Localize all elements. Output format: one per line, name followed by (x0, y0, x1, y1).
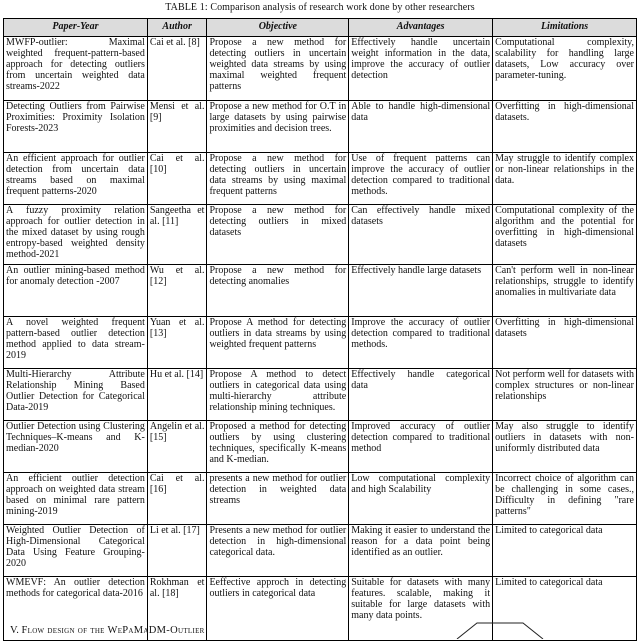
cell-limitations: Computational complexity, scalability for handling large datasets, Low accuracy over parameter-tuning. (493, 37, 637, 101)
cell-author: Angelin et al. [15] (147, 421, 207, 473)
cell-author: Rokhman et al. [18] (147, 577, 207, 641)
table-row (4, 525, 637, 577)
table-caption: TABLE 1: Comparison analysis of research work done by other researchers (165, 2, 475, 13)
cell-limitations: Computational complexity of the algorithm and the potential for overfitting in high-dimensional datasets (493, 205, 637, 265)
table-row (4, 369, 637, 421)
cell-objective: Propose a new method for O.T in large datasets by using pairwise proximities and decision trees. (207, 101, 349, 153)
cell-advantages: Effectively handle uncertain weight information in the data, improve the accuracy of outlier detection (349, 37, 493, 101)
cell-paper: Outlier Detection using Clustering Techniques–K-means and K-median-2020 (4, 421, 148, 473)
cell-limitations: Not perform well for datasets with complex structures or non-linear relationships (493, 369, 637, 421)
table-row (4, 101, 637, 153)
header-advantages: Advantages (349, 19, 493, 37)
header-author: Author (147, 19, 207, 37)
cell-limitations: Overfitting in high-dimensional datasets. (493, 101, 637, 153)
table-row (4, 265, 637, 317)
cell-advantages: Improved accuracy of outlier detection compared to traditional method (349, 421, 493, 473)
header-paper-year: Paper-Year (4, 19, 148, 37)
comparison-table (3, 18, 637, 641)
cell-limitations: May struggle to identify complex or non-linear relationships in the data. (493, 153, 637, 205)
cell-objective: Propose a new method for detecting outliers in mixed datasets (207, 205, 349, 265)
flowchart-shape-partial (455, 621, 545, 639)
cell-limitations: Limited to categorical data (493, 577, 637, 641)
cell-advantages: Able to handle high-dimensional data (349, 101, 493, 153)
cell-objective: Eeffective approch in detecting outliers in categorical data (207, 577, 349, 641)
cell-paper: A novel weighted frequent pattern-based outlier detection method applied to data stream-2019 (4, 317, 148, 369)
cell-objective: Proposed a method for detecting outliers by using clustering techniques, specifically K-means and K-median. (207, 421, 349, 473)
cell-author: Mensi et al. [9] (147, 101, 207, 153)
cell-author: Yuan et al. [13] (147, 317, 207, 369)
cell-author: Hu et al. [14] (147, 369, 207, 421)
cell-paper: An efficient approach for outlier detection from uncertain data streams based on maximal frequent patterns-2020 (4, 153, 148, 205)
cell-objective: presents a new method for outlier detection in weighted data streams (207, 473, 349, 525)
flowchart-shape-outline (457, 623, 543, 639)
section-title: Flow design of the WePaMaDM-Outlier (21, 625, 205, 636)
cell-advantages: Improve the accuracy of outlier detection compared to traditional methods. (349, 317, 493, 369)
header-limitations: Limitations (493, 19, 637, 37)
cell-paper: An efficient outlier detection approach on weighted data stream based on minimal rare pattern mining-2019 (4, 473, 148, 525)
cell-limitations: Overfitting in high-dimensional datasets (493, 317, 637, 369)
table-header-row (4, 19, 637, 37)
cell-paper: An outlier mining-based method for anomaly detection -2007 (4, 265, 148, 317)
cell-paper: Multi-Hierarchy Attribute Relationship Mining Based Outlier Detection for Categorical Data-2019 (4, 369, 148, 421)
cell-author: Cai et al. [8] (147, 37, 207, 101)
cell-objective: Propose a new method for detecting outliers in uncertain data streams by using maximal frequent patterns (207, 153, 349, 205)
table-row (4, 421, 637, 473)
cell-objective: Presents a new method for outlier detection in high-dimensional categorical data. (207, 525, 349, 577)
table-row (4, 317, 637, 369)
table-row (4, 37, 637, 101)
cell-limitations: May also struggle to identify outliers in datasets with non-uniformly distributed data (493, 421, 637, 473)
cell-author: Cai et al. [16] (147, 473, 207, 525)
cell-limitations: Limited to categorical data (493, 525, 637, 577)
section-heading (10, 625, 205, 636)
cell-paper: WMEVF: An outlier detection methods for categorical data-2016 (4, 577, 148, 641)
section-number: V. (10, 625, 19, 636)
cell-objective: Propose A method for detecting outliers in data streams by using weighted frequent patterns (207, 317, 349, 369)
cell-advantages: Use of frequent patterns can improve the accuracy of outlier detection compared to traditional methods. (349, 153, 493, 205)
cell-paper: Weighted Outlier Detection of High-Dimensional Categorical Data Using Feature Grouping-2020 (4, 525, 148, 577)
table-row (4, 473, 637, 525)
cell-advantages: Suitable for datasets with many features. scalable, making it suitable for large datasets with many data points. (349, 577, 493, 641)
cell-limitations: Can't perform well in non-linear relationships, struggle to identify anomalies in multivariate data (493, 265, 637, 317)
table-row (4, 205, 637, 265)
cell-paper: A fuzzy proximity relation approach for outlier detection in the mixed dataset by using rough entropy-based weighted density method-2021 (4, 205, 148, 265)
cell-limitations: Incorrect choice of algorithm can be challenging in some cases., Difficulty in defining "rare patterns" (493, 473, 637, 525)
cell-author: Li et al. [17] (147, 525, 207, 577)
cell-advantages: Can effectively handle mixed datasets (349, 205, 493, 265)
cell-advantages: Making it easier to understand the reason for a data point being identified as an outlier. (349, 525, 493, 577)
cell-author: Wu et al. [12] (147, 265, 207, 317)
table-row (4, 153, 637, 205)
cell-author: Sangeetha et al. [11] (147, 205, 207, 265)
cell-paper: MWFP-outlier: Maximal weighted frequent-pattern-based approach for detecting outliers from uncertain weighted data streams-2022 (4, 37, 148, 101)
cell-advantages: Effectively handle large datasets (349, 265, 493, 317)
cell-objective: Propose a new method for detecting anomalies (207, 265, 349, 317)
cell-advantages: Low computational complexity and high Scalability (349, 473, 493, 525)
cell-paper: Detecting Outliers from Pairwise Proximities: Proximity Isolation Forests-2023 (4, 101, 148, 153)
cell-objective: Propose a new method for detecting outliers in uncertain weighted data streams by using maximal weighted frequent patterns (207, 37, 349, 101)
header-objective: Objective (207, 19, 349, 37)
cell-objective: Propose A method to detect outliers in categorical data using multi-hierarchy attribute relationship mining techniques. (207, 369, 349, 421)
cell-author: Cai et al. [10] (147, 153, 207, 205)
cell-advantages: Effectively handle categorical data (349, 369, 493, 421)
